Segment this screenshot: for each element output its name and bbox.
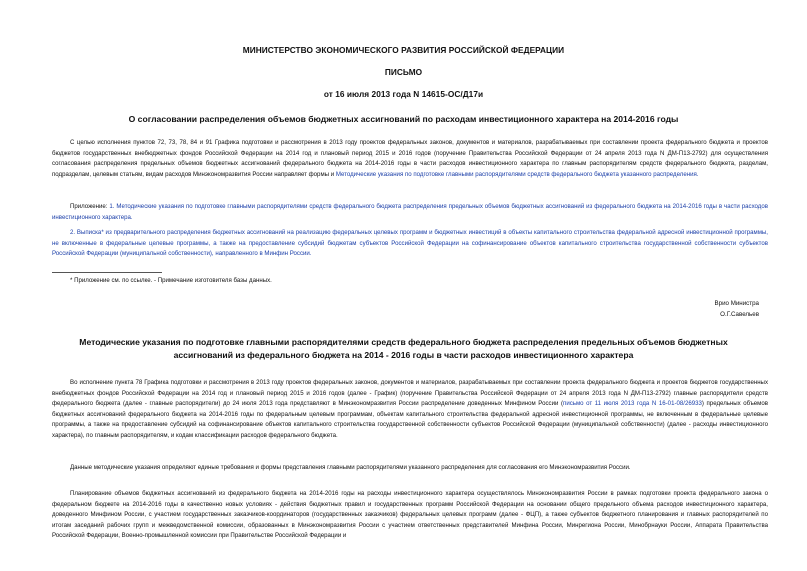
doc-type-title: ПИСЬМО [384, 67, 423, 77]
footnote-divider [52, 272, 162, 273]
appendix-1-link[interactable]: 1. Методические указания по подготовке главными распорядителями средств федерального бюджета распределения предельных объемов бюджетных ассигнований из федерального бюджета на 2014-2016 годы в части расходов инвестиционного характера. [52, 203, 768, 221]
appendix-2 [52, 228, 768, 260]
guidelines-title: Методические указания по подготовке главными распорядителями средств федерального бюджета распределения предельных объемов бюджетных ассигнований из федерального бюджета на 2014 - 2016 годы в части расходов инвестиционного характера [79, 337, 728, 360]
footnote: * Приложение см. по ссылке. - Примечание изготовителя базы данных. [70, 277, 272, 284]
signature-role: Врио Министра [714, 300, 759, 307]
ministry-title: МИНИСТЕРСТВО ЭКОНОМИЧЕСКОГО РАЗВИТИЯ РОССИЙСКОЙ ФЕДЕРАЦИИ [242, 45, 565, 55]
guidelines-paragraph-1 [52, 378, 768, 442]
guidelines-paragraph-1-a: Во исполнение пункта 78 Графика подготовки и рассмотрения в 2013 году проектов федеральных законов, документов и материалов, разрабатываемых при составлении проекта федерального бюджета и проектов бюджетов государственных внебюджетных фондов Российской Федерации на 2014 год и плановый период 2015 и 2016 годов (далее - График) (поручение Правительства Российской Федерации от 24 апреля 2013 года N ДМ-П13-2792) главные распорядители средств федерального бюджета (далее - главные распорядители) до 24 июля 2013 года представляют в Минэкономразвития России распределение доведенных Минфином России ( [52, 379, 768, 408]
guidelines-paragraph-3: Планирование объемов бюджетных ассигнований из федерального бюджета на 2014-2016 годы на расходы инвестиционного характера осуществлялось Минэкономразвития России в рамках подготовки проекта федерального закона о федеральном бюджете на 2014-2016 годы в качественно новых условиях - действия бюджетных правил и государственных программ Российской Федерации на основании общего предельного объема расходов инвестиционного характера, доведенного Минфином России, с участием государственных заказчиков-координаторов (государственных заказчиков) федеральных целевых программ (далее - ФЦП), а также субъектов бюджетного планирования и главных распорядителей по итогам заседаний рабочих групп и межведомственной комиссии, образованных в Минэкономразвития России с участием ответственных представителей Минфина России, Минрегиона России, Минобрнауки России, Аппарата Правительства Российской Федерации, Военно-промышленной комиссии при Правительстве Российской Федерации и [52, 490, 768, 540]
appendix-2-text: * из предварительного распределения бюджетных ассигнований на реализацию федеральных целевых программ и бюджетных инвестиций в объекты капитального строительства федеральной адресной инвестиционной программы, не включенные в федеральные целевые программы, а также на предоставление субсидий бюджетам субъектов Российской Федерации на софинансирование объектов капитального строительства государственной собственности субъектов Российской Федерации (муниципальной собственности), направленного в Минфин России. [52, 229, 768, 258]
appendix-2-link[interactable]: 2. Выписка [70, 229, 102, 236]
letter-subject: О согласовании распределения объемов бюджетных ассигнований по расходам инвестиционного характера на 2014-2016 годы [128, 114, 679, 124]
signature-name: О.Г.Савельев [720, 311, 759, 318]
appendix-1 [52, 202, 768, 223]
letter-paragraph-1-text: С целью исполнения пунктов 72, 73, 78, 84 и 91 Графика подготовки и рассмотрения в 2013 году проектов федеральных законов, документов и материалов, разрабатываемых при составлении проекта федерального бюджета и проектов бюджетов государственных внебюджетных фондов Российской Федерации на 2014 год и плановый период 2015 и 2016 годов (поручение Правительства Российской Федерации от 24 апреля 2013 года N ДМ-П13-2792) для осуществления согласования распределения предельных объемов бюджетных ассигнований федерального бюджета на 2014-2016 годы в части расходов инвестиционного характера по главным распорядителям средств федерального бюджета, разделам, подразделам, целевым статьям, видам расходов Минэкономразвития России направляет формы и [52, 139, 768, 178]
minfin-letter-link[interactable]: письмо от 11 июля 2013 года N 16-01-08/26933 [563, 400, 702, 408]
methodical-guidelines-link[interactable]: Методические указания по подготовке главными распорядителями средств федерального бюджета указанного распределения. [335, 170, 699, 178]
letter-paragraph-1 [52, 138, 768, 180]
guidelines-paragraph-2: Данные методические указания определяют единые требования и формы представления главными распорядителями указанного распределения для согласования его Минэкономразвития России. [70, 464, 631, 471]
appendix-label: Приложение: [70, 203, 110, 210]
guidelines-paragraph-1-b: ) предельных объемов бюджетных ассигнований федерального бюджета на 2014-2016 годы по федеральным целевым программам, объектам капитального строительства федеральной адресной инвестиционной программы, не включенным в федеральные целевые программы, а также на предоставление субсидий на софинансирование объектов капитального строительства государственной собственности субъектов Российской Федерации (муниципальной собственности) (далее - расходы инвестиционного характера), по главным распорядителям, и кодам классификации расходов федерального бюджета. [52, 400, 768, 439]
date-number: от 16 июля 2013 года N 14615-ОС/Д17и [323, 89, 484, 99]
